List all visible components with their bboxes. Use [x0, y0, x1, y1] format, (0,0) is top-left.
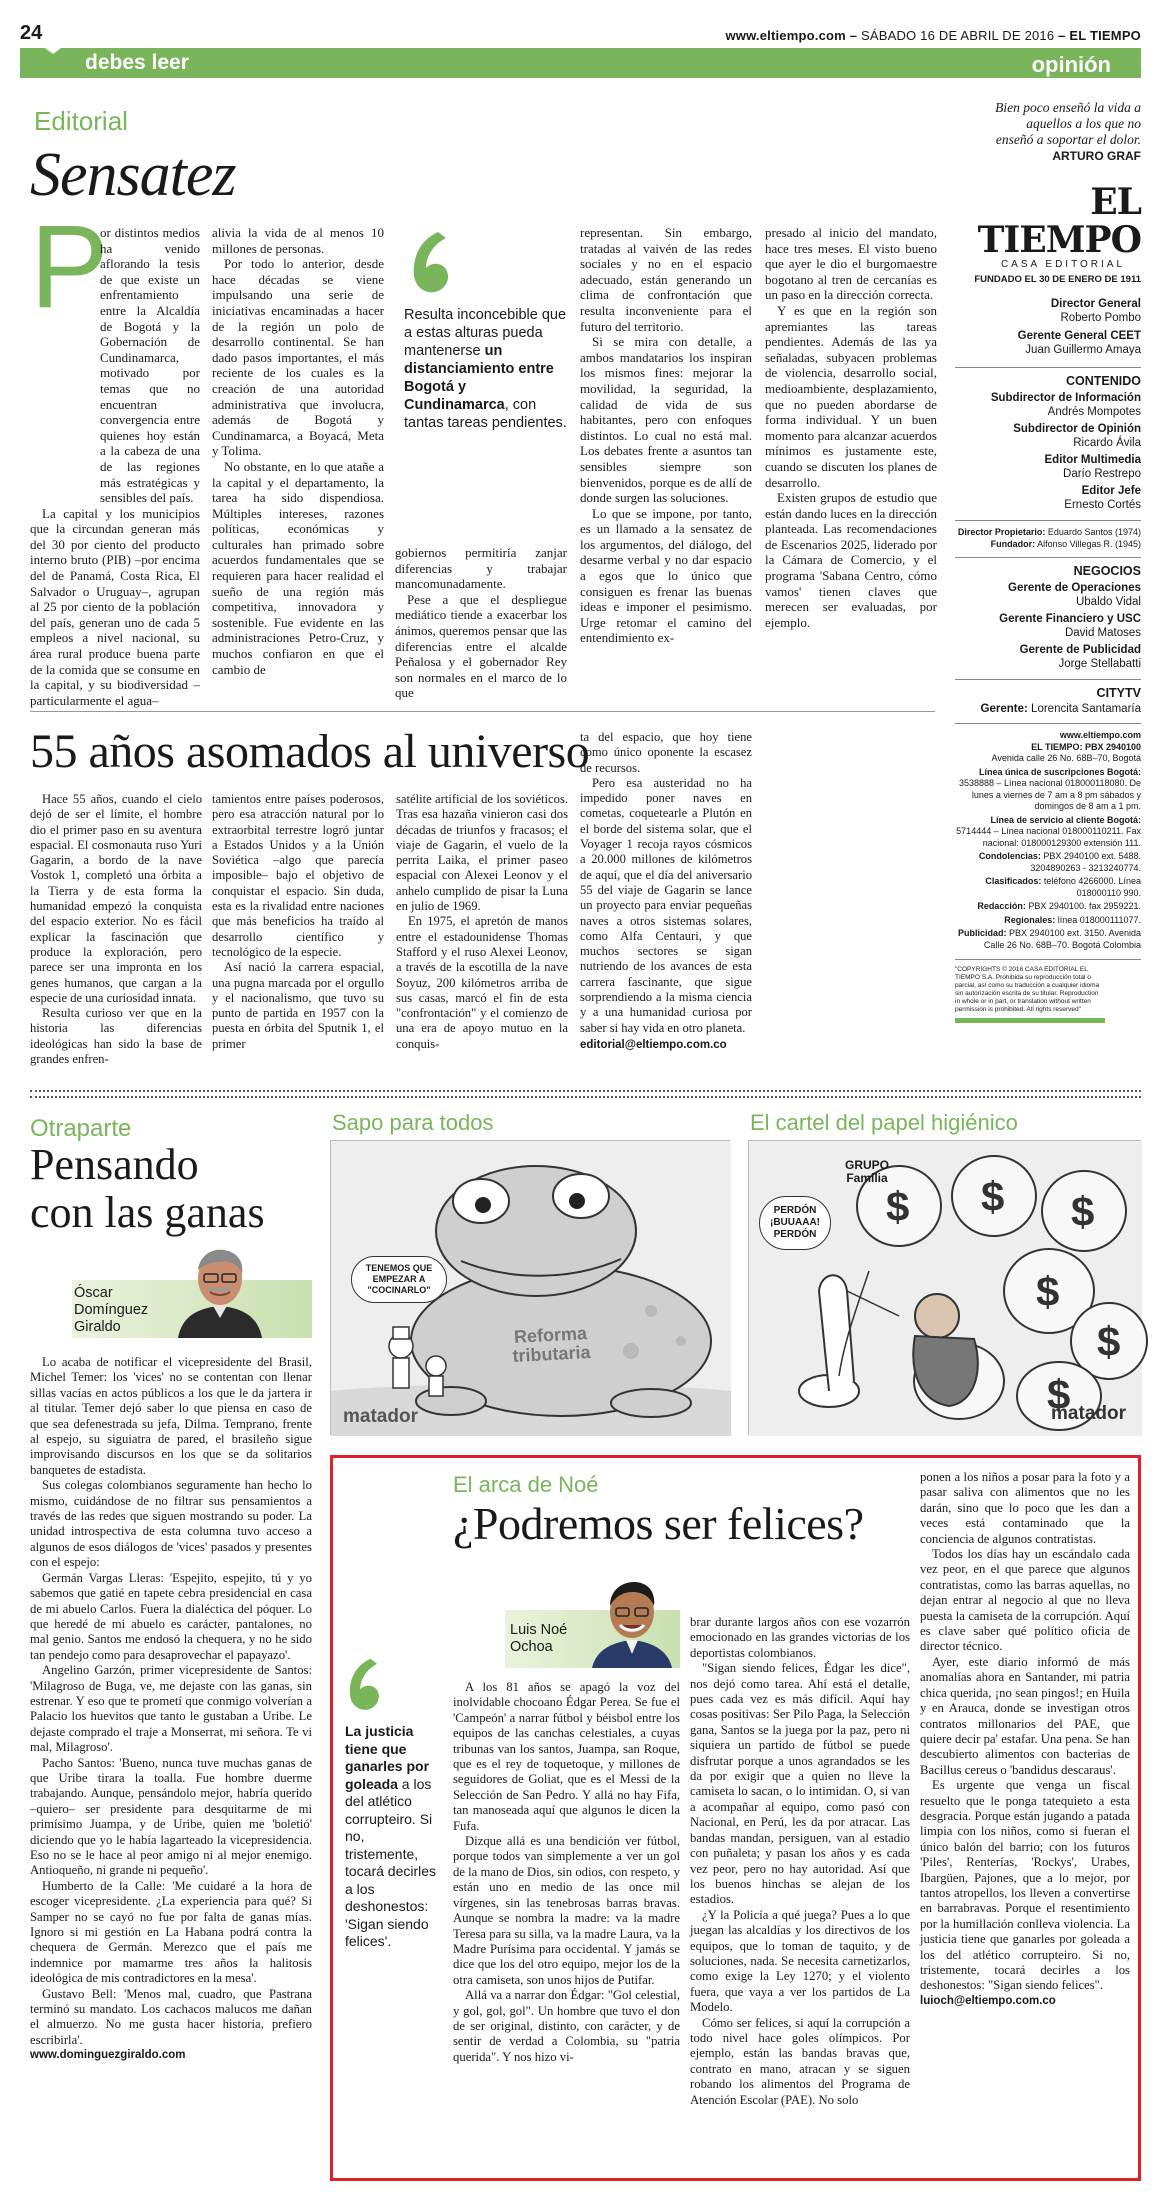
negocios-title: NEGOCIOS: [1073, 564, 1141, 578]
cartoon1-frame: [330, 1140, 730, 1435]
money-bags-cartoon-icon: [749, 1141, 1142, 1436]
staff-entry: Director General Roberto Pombo: [1050, 298, 1141, 324]
otraparte-paragraph: Angelino Garzón, primer vicepresidente de Santos: 'Milagroso de Buga, ve, me dejaste con las ganas, sin estrenar. Y eso que te prometí que conmigo volverían a Palacio los huevitos que tanto le gustaban a Uribe. Le dejaste comprado el traje a Monserrat, mi señora. Te vi mal, Milagroso'.: [30, 1663, 312, 1755]
noe-col-1: [453, 1680, 680, 2170]
section-bar: [20, 48, 1141, 78]
editorial-paragraph: Y es que en la región son apremiantes las tareas pendientes. Además de las ya señaladas, subyacen problemas de violencia, desarrollo social, medioambiente, desplazamiento, que no pueden abordarse de forma individual. Y un buen momento para alcanzar acuerdos mínimos es justamente este, cuando se discuten los planes de desarrollo.: [765, 302, 937, 490]
cartoon2-frame: [748, 1140, 1141, 1435]
cartoon1-kicker: Sapo para todos: [332, 1110, 494, 1135]
space-paragraph: satélite artificial de los soviéticos. Tras esa hazaña vinieron casi dos décadas de triunfos y fracasos; el viaje de Gagarin, el vuelo de la perrita Laika, el primer paseo espacial con Alexei Leonov y el anhelo cumplido de pisar la Luna en julio de 1969.: [396, 792, 568, 914]
masthead-logo: EL TIEMPO: [977, 181, 1141, 261]
editorial-title: Sensatez: [30, 141, 236, 209]
otraparte-kicker: Otraparte: [30, 1115, 132, 1142]
cartoon2-label: GRUPO Familia: [844, 1158, 889, 1185]
noe-quote-box: [345, 1655, 440, 2055]
space-col-1: [30, 792, 202, 1072]
staff-entry: Subdirector de Información Andrés Mompotes: [990, 392, 1141, 418]
citytv-title: CITYTV: [1096, 686, 1141, 700]
noe-col-3: [920, 1470, 1130, 2170]
masthead-founded: FUNDADO EL 30 DE ENERO DE 1911: [974, 274, 1141, 285]
page-number: 24: [20, 22, 43, 44]
noe-title: ¿Podremos ser felices?: [453, 1498, 864, 1549]
contact-entry: EL TIEMPO: PBX 2940100 Avenida calle 26 No. 68B–70, Bogotá: [991, 741, 1141, 763]
editorial-quote-box: [400, 228, 575, 448]
editorial-col-5: [765, 225, 937, 700]
svg-text:$: $: [981, 1173, 1005, 1220]
editorial-paragraph: gobiernos permitiría zanjar diferencias y trabajar mancomunadamente.: [395, 545, 567, 592]
space-signature[interactable]: editorial@eltiempo.com.co: [580, 1038, 727, 1051]
editorial-paragraph: alivia la vida de al menos 10 millones de personas.: [212, 225, 384, 256]
space-col-2: [212, 792, 384, 1072]
staff-list: [955, 297, 1141, 357]
noe-kicker: El arca de Noé: [453, 1472, 599, 1497]
staff-entry: Gerente de Operaciones Ubaldo Vidal: [1008, 582, 1141, 608]
editorial-paragraph: Pese a que el despliegue mediático tiende a exacerbar los ánimos, queremos pensar que las diferencias entre el alcalde Peñalosa y el gobernador Rey son normales en el marco de lo que: [395, 591, 567, 701]
otraparte-paragraph: Lo acaba de notificar el vicepresidente del Brasil, Michel Temer: los 'vices' no se contentan con llenar sillas vacías en actos públicos a los que le da jartera ir al titular. Temer dejó saber lo que piensa en caso de que sea defenestrada su jefa, Dilma. Temprano, frente al espejo, su siguiatra de pared, el brasileño sigue improvisando discursos en los que se da solitarios banquetes de estadista.: [30, 1355, 312, 1477]
noe-paragraph: Todos los días hay un escándalo cada vez peor, en el que parece que algunos contratistas, como las barras aquellas, no dejan entrar al negocio al que no lleva puesta la camiseta de la corrupción. Aquí es clave saber qué político oficia de director técnico.: [920, 1547, 1130, 1654]
noe-author-name: Luis Noé Ochoa: [510, 1622, 568, 1655]
cartoon1-artist: matador: [343, 1406, 418, 1427]
contact-block: [955, 730, 1141, 951]
otraparte-paragraph: Pacho Santos: 'Bueno, nunca tuve muchas ganas de que Uribe tirara la toalla. Fue hombre duerme trabajando. Aunque, pensándolo mejor, habría querido –quiero– ser presidente para desquitarme de mi primísimo Juampa, y de Uribe, quien me 'boletió' diciendo que yo le había lagarteado la vicepresidencia. Eso no se le hace al peor amigo ni al mejor enemigo. Antioqueño, ni grande ni pequeño'.: [30, 1755, 312, 1878]
otraparte-paragraph: Humberto de la Calle: 'Me cuidaré a la hora de escoger vicepresidente. ¿La experiencia para qué? Si Samper no se cayó no fue por falta de ganas mías. Ignoro si mi gestión en La Habana podrá contra la chequera de Germán. Merezco que el país me indemnice por mamarme tres años la halitosis ideológica de mis contradictores en la mesa'.: [30, 1878, 312, 1986]
quote-text: Resulta inconcebible que a estas alturas pueda mantenerse: [404, 307, 567, 359]
masthead-logo-sub: CASA EDITORIAL: [1000, 259, 1126, 270]
noe-quote-bold: La justicia tiene que ganarles por goleada: [345, 1723, 430, 1792]
editorial-drop-cap: P: [30, 201, 109, 333]
owner-entry: Fundador: Alfonso Villegas R. (1945): [990, 539, 1141, 549]
otraparte-body: [30, 1355, 312, 2155]
noe-paragraph: Ayer, este diario informó de más anomalías ahora en Santander, mi patria chica querida, ¡no sean pingos!; en Huila y en Arauca, donde se investigan otros contratos millonarios del PAE, que quiere decir pa' estafar. Una pena. Se han descubierto alimentos con bacterias de Bacillus cereus o 'bandidus descaraus'.: [920, 1654, 1130, 1777]
header-paper: EL TIEMPO: [1069, 28, 1141, 43]
svg-text:$: $: [1097, 1318, 1121, 1365]
otraparte-paragraph: Gustavo Bell: 'Menos mal, cuadro, que Pastrana terminó su mandato. Los cachacos malucos me dañan el almuerzo. No me gusta hacer historia, prefiero escribirla'.: [30, 1986, 312, 2047]
staff-entry: Editor Jefe Ernesto Cortés: [1064, 485, 1141, 511]
editorial-paragraph: representan. Sin embargo, tratadas al vaivén de las redes sociales y no en el espacio adecuado, están generando un clima de confrontación que resulta inconveniente para el futuro del territorio.: [580, 225, 752, 334]
space-paragraph: Hace 55 años, cuando el cielo dejó de ser el límite, el hombre dio el primer paso en su aventura espacial. El cosmonauta ruso Yuri Gagarin, a bordo de la nave Vostok 1, completó una órbita a la Tierra y de esta forma la humanidad empezó la conquista del espacio exterior. No es fácil explicar la fascinación que produce la exploración, pero parece ser una impronta en los genes humanos, que cargan a la especie de una curiosidad innata.: [30, 792, 202, 1005]
editorial-col-4: [580, 225, 752, 700]
noe-paragraph: ¿Y la Policía a qué juega? Pues a lo que juegan las alcaldías y los directivos de los equipos, que lo toman de taquito, y de soluciones, nada. Se necesita carnetizarlos, como exige la Ley 1270; y el violento fuera, que vaya a ver los partidos de La Modelo.: [690, 1907, 910, 2015]
space-col-4: [580, 730, 752, 1070]
noe-paragraph: "Sigan siendo felices, Édgar les dice", nos dejó como tarea. Ahí está el detalle, pues cada vez es más difícil. Aquí hay cosas positivas: Ser Pilo Paga, la Selección gana, Santos se la juega por la paz, pero ni siquiera un partido de fútbol se puede disfrutar porque a unos agrandados se les da por exigir que a quien no lleve la camiseta lo sacan, o lo intimidan. O, si van a acompañar al equipo, como pasó con Nacional, en Perú, les da por atracar. Las bandas mandan, persiguen, van al estadio con puñaleta; y pasan los años y es cada vez peor, pero no hay autoridad. Así que los buenos hinchas se alejan de los estadios.: [690, 1661, 910, 1907]
editorial-col-2: [212, 225, 384, 700]
contact-entry: Publicidad: PBX 2940100 ext. 3150. Avenida Calle 26 No. 68B–70. Bogotá Colombia: [958, 928, 1141, 950]
author-photo: [160, 1238, 280, 1338]
noe-paragraph: Dizque allá es una bendición ver fútbol, porque todos van simplemente a ver un gol de la mano de Dios, sin odios, con respeto, y están uno en medio de las once mil vírgenes, sin las tenebrosas barras bravas. Aunque se nombra la madre: va la madre Teresa para su silla, va la madre Laura, va la Madre Purísima para occidental. Y jamás se dice que los del otro equipo, mejor los de la otra camiseta, son unos hijos de Putifar.: [453, 1834, 680, 1987]
editorial-kicker: Editorial: [34, 106, 128, 136]
quote-end: , con tantas tareas pendientes.: [404, 397, 567, 431]
noe-paragraph: A los 81 años se apagó la voz del inolvidable chocoano Édgar Perea. Se fue el 'Campeón' a narrar fútbol y béisbol entre los equipos de las canchas celestiales, a cuyas tribunas van los santos, Juampa, san Roque, que es el rey de toquetoque, y millones de seguidores de Goliat, que es el Messi de la Selección de San Pedro. Y allá no hay Fifa, tan manoseada aquí que algunos le dicen la Fufa.: [453, 1680, 680, 1833]
space-paragraph: tamientos entre países poderosos, pero esa atracción natural por lo extraorbital terrestre logró juntar a Estados Unidos y a la Unión Soviética –algo que parecía imposible– bajo el objetivo de conquistar el espacio. Sin duda, esta es la rivalidad entre naciones que más beneficios ha traído al desarrollo científico y tecnológico de la especie.: [212, 792, 384, 959]
svg-text:$: $: [1047, 1371, 1071, 1418]
section-left-label[interactable]: debes leer: [85, 51, 189, 74]
otraparte-title-line-2: con las ganas: [30, 1188, 265, 1237]
noe-paragraph: brar durante largos años con ese vozarrón emocionado en las grandes victorias de los deportistas colombianos.: [690, 1615, 910, 1660]
cartoon2-bubble: PERDÓN ¡BUUAAA! PERDÓN: [759, 1196, 831, 1250]
editorial-paragraph: Si se mira con detalle, a ambos mandatarios los inspiran los mismos fines: mejorar la movilidad, la seguridad, la calidad de vida de sus habitantes, pero con enfoques distintos. Lo cual no está mal. Los debates frente a asuntos tan sensibles siempre son bienvenidos, porque es de allí de donde surgen las soluciones.: [580, 334, 752, 506]
editorial-paragraph: No obstante, en lo que atañe a la capital y el departamento, la tarea ha sido dispendiosa. Múltiples intereses, razones políticas, económicas y culturales han primado sobre acuerdos fundamentales que se requieren para hacer realidad el sueño de una región más competitiva, innovadora y sostenible. Fue evidente en las administraciones Petro-Cruz, y muchos confiaron en que el cambio de: [212, 458, 384, 677]
contenido-title: CONTENIDO: [1066, 374, 1141, 388]
section-separator: [30, 1090, 1141, 1092]
contact-entry: Condolencias: PBX 2940100 ext. 5488. 3204890263 - 3213240774.: [978, 851, 1141, 873]
staff-entry: Gerente General CEET Juan Guillermo Amaya: [1017, 330, 1141, 356]
cartoon1-label: Reforma tributaria: [511, 1323, 591, 1367]
space-paragraph: Resulta curioso ver que en la historia las diferencias ideológicas han sido la base de grandes enfren-: [30, 1006, 202, 1067]
noe-paragraph: ponen a los niños a posar para la foto y a pasar saliva con alimentos que no les darán, sino que lo poco que les dan a veces está contaminado que la conciencia de algunos contratistas.: [920, 1470, 1130, 1546]
noe-quote-rest: a los del atlético corrupteiro. Si no, tristemente, tocará decirles a los deshonestos: 'Sigan siendo felices'.: [345, 1775, 437, 1949]
noe-paragraph: Cómo ser felices, si aquí la corrupción a todo nivel hace goles olímpicos. Por ejemplo, están las bandas bravas que, contrato en mano, atracan y se siguen robando los alimentos del Programa de Atención Escolar (PAE). No solo: [690, 2015, 910, 2107]
space-paragraph: Así nació la carrera espacial, una pugna marcada por el orgullo y el nacionalismo, que tuvo su punto de partida en 1957 con la puesta en órbita del Sputnik 1, el primer: [212, 960, 384, 1051]
space-paragraph: ta del espacio, que hoy tiene como único oponente la escasez de recursos.: [580, 730, 752, 775]
contact-entry: Línea de servicio al cliente Bogotá: 5714444 – Línea nacional 018000110211. Fax nacional: 018000129300 extensión 111.: [956, 814, 1141, 848]
space-paragraph: En 1975, el apretón de manos entre el estadounidense Thomas Stafford y el ruso Alexei Leonov, a través de la escotilla de la nave Soyuz, 200 kilómetros arriba de sus casas, marcó el fin de esta "confrontación" y el comienzo de una era de apoyo mutuo en la conquis-: [396, 914, 568, 1051]
citytv-entry: Gerente: Lorencita Santamaría: [980, 703, 1141, 715]
svg-text:$: $: [1071, 1188, 1095, 1235]
cartoon2-artist: matador: [1051, 1403, 1126, 1424]
masthead-accent-bar: [955, 1018, 1105, 1023]
contact-entry: Regionales: línea 018000111077.: [1004, 914, 1141, 925]
noe-signature[interactable]: luioch@eltiempo.com.co: [920, 1994, 1056, 2007]
otraparte-paragraph: Sus colegas colombianos seguramente han hecho lo mismo, cuidándose de no filtrar sus pensamientos a través de las redes que siguen mostrando su poder. La unidad introspectiva de esta columna tuvo acceso a algunos de esos diálogos de 'vices' pasados y presentes con el espejo:: [30, 1478, 312, 1570]
space-article-title: 55 años asomados al universo: [30, 725, 590, 778]
section-right-label[interactable]: opinión: [1031, 52, 1111, 77]
contact-entry: Clasificados: teléfono 4266000. Línea 018000110 990.: [985, 876, 1141, 898]
masthead-sidebar: [955, 100, 1141, 1100]
otraparte-paragraph: Germán Vargas Lleras: 'Espejito, espejito, tú y yo sabemos que gatié en tapete cebra presidencial en casa de mi abuelo Carlos. Fuera la dialéctica del póquer. Lo que heredé de mi abuelo es carácter, pantalones, no mal genio. Santos me endosó la chequera, y no he sido tan pendejo como para desaprovechar el papayazo'.: [30, 1570, 312, 1662]
staff-entry: Subdirector de Opinión Ricardo Ávila: [1013, 423, 1141, 449]
epigraph: Bien poco enseñó la vida a aquellos a los que no enseñó a soportar el dolor.: [995, 100, 1141, 147]
editorial-col-1: [30, 225, 200, 708]
header-date: SÁBADO 16 DE ABRIL DE 2016: [860, 28, 1055, 43]
copyright: "COPYRIGHTS © 2016 CASA EDITORIAL EL TIEMPO S.A. Prohibida su reproducción total o parcial, así como su traducción a cualquier idioma sin autorización escrita de su titular. Reproduction in whole or in part, or translation without written permission is prohibited. All rights reserved": [955, 966, 1100, 1013]
editorial-paragraph: Por todo lo anterior, desde hace décadas se viene impulsando una serie de iniciativas encaminadas a hacer de la región un polo de desarrollo continental. Se han dado pasos importantes, el más reciente de los cuales es la creación de una autoridad administrativa que involucra, además de Bogotá y Cundinamarca, a Boyacá, Meta y Tolima.: [212, 256, 384, 459]
editorial-paragraph: or distintos medios ha venido aflorando la tesis de que existe un enfrentamiento entre la Alcaldía de Bogotá y la Gobernación de Cundinamarca, motivado por temas que no encuentran convergencia entre quienes hoy están a la cabeza de una de las regiones más estratégicas y sensibles del país.: [100, 225, 200, 506]
owner-entry: Director Propietario: Eduardo Santos (1974): [957, 527, 1141, 537]
staff-entry: Editor Multimedia Darío Restrepo: [1044, 454, 1141, 480]
noe-paragraph: Es urgente que venga un fiscal resuelto que le ponga tatequieto a esta desgracia. Porque están jugando a patada limpia con los niños, como si fueran el único balón del barrio; con los futuros 'Piles', Renterías, 'Rockys', Urabes, Ibargüen, Pajones, que a lo mejor, por tantos atropellos, los lleven a convertirse en barrabravas. Porque el resentimiento por la humillación conlleva violencia. La justicia tiene que ganarles por goleada a los del atlético corrupteiro. Si no, tristemente, tocará decirles a los deshonestos: "Sigan siendo felices".: [920, 1778, 1130, 1993]
otraparte-signature[interactable]: www.dominguezgiraldo.com: [30, 2049, 186, 2062]
header-dateline: www.eltiempo.com – SÁBADO 16 DE ABRIL DE 2016 – EL TIEMPO: [725, 28, 1141, 43]
cartoon2-kicker: El cartel del papel higiénico: [750, 1110, 1018, 1135]
header-site[interactable]: www.eltiempo.com: [725, 28, 846, 43]
contact-entry: Línea única de suscripciones Bogotá: 3538888 – Línea nacional 018000118080. De lunes a viernes de 7 am a 8 pm sábados y domingos de 8 am a 1 pm.: [959, 766, 1141, 811]
divider: [30, 711, 935, 712]
editorial-col-3: [395, 545, 567, 700]
cartoon1-bubble: TENEMOS QUE EMPEZAR A "COCINARLO": [351, 1256, 447, 1303]
svg-text:$: $: [1036, 1268, 1060, 1315]
editorial-paragraph: Existen grupos de estudio que están dando luces en la dirección planteada. Las recomendaciones de Escenarios 2025, liderado por la Cámara de Comercio, y el programa 'Sabana Centro, cómo vamos' tienen claves que merecen ser evaluadas, por ejemplo.: [765, 490, 937, 630]
staff-entry: Gerente Financiero y USC David Matoses: [999, 613, 1141, 639]
noe-paragraph: Allá va a narrar don Édgar: "Gol celestial, y gol, gol, gol". Un hombre que tuvo el don de ser original, distinto, con carácter, y de sentir de verdad a Colombia, su "patria querida". Y nos hizo vi-: [453, 1988, 680, 2064]
quote-mark-icon: [408, 228, 460, 298]
contact-site[interactable]: www.eltiempo.com: [1059, 730, 1141, 740]
section-separator: [30, 1096, 1141, 1098]
space-col-3: [396, 792, 568, 1072]
editorial-paragraph: Lo que se impone, por tanto, es un llamado a la sensatez de los argumentos, del diálogo, del desarme verbal y no dar espacio a egos que lo único que consiguen es frenar las buenas ideas e imponer el pesimismo. Urge retomar el camino del entendimiento ex-: [580, 505, 752, 646]
contact-entry: Redacción: PBX 2940100. fax 2959221.: [977, 901, 1141, 911]
epigraph-author: ARTURO GRAF: [1052, 149, 1141, 163]
space-paragraph: Pero esa austeridad no ha impedido poner naves en cometas, coquetearle a Plutón en el borde del sistema solar, que el Voyager 1 recoja rayos cósmicos a 20.000 millones de kilómetros de aquí, que el día del aniversario 55 del viaje de Gagarin se lance un proyecto para enviar pequeñas naves a otros sistemas solares, como Alfa Centauri, y que muchos sectores se sigan nutriendo de los avances de esta carrera fascinante, que sigue sorprendiendo a la misma ciencia y a una humanidad curiosa por saber si hay vida en otro planeta.: [580, 775, 752, 1035]
noe-col-2: [690, 1615, 910, 2170]
otraparte-title-line-1: Pensando: [30, 1140, 199, 1189]
noe-author-photo: [582, 1570, 682, 1668]
quote-bold: un distanciamiento entre Bogotá y Cundinamarca: [404, 343, 554, 413]
editorial-paragraph: La capital y los municipios que la circundan generan más del 30 por ciento del producto interno bruto (PIB) –por encima del de Panamá, Costa Rica, El Salvador o Uruguay–, agrupan al 25 por ciento de la población del país, generan uno de cada 5 empleos a nivel nacional, su área rural produce buena parte de la comida que se consume en la capital, y su biodiversidad –particularmente el agua–: [30, 505, 200, 708]
quote-mark-icon: [345, 1655, 389, 1715]
author-name: Óscar Domínguez Giraldo: [74, 1285, 149, 1335]
editorial-paragraph: presado al inicio del mandato, hace tres meses. El visto bueno que ayer le dio el burgomaestre bogotano al tren de cercanías es un paso en la dirección correcta.: [765, 225, 937, 303]
svg-text:$: $: [886, 1183, 910, 1230]
staff-entry: Gerente de Publicidad Jorge Stellabatti: [1019, 644, 1141, 670]
